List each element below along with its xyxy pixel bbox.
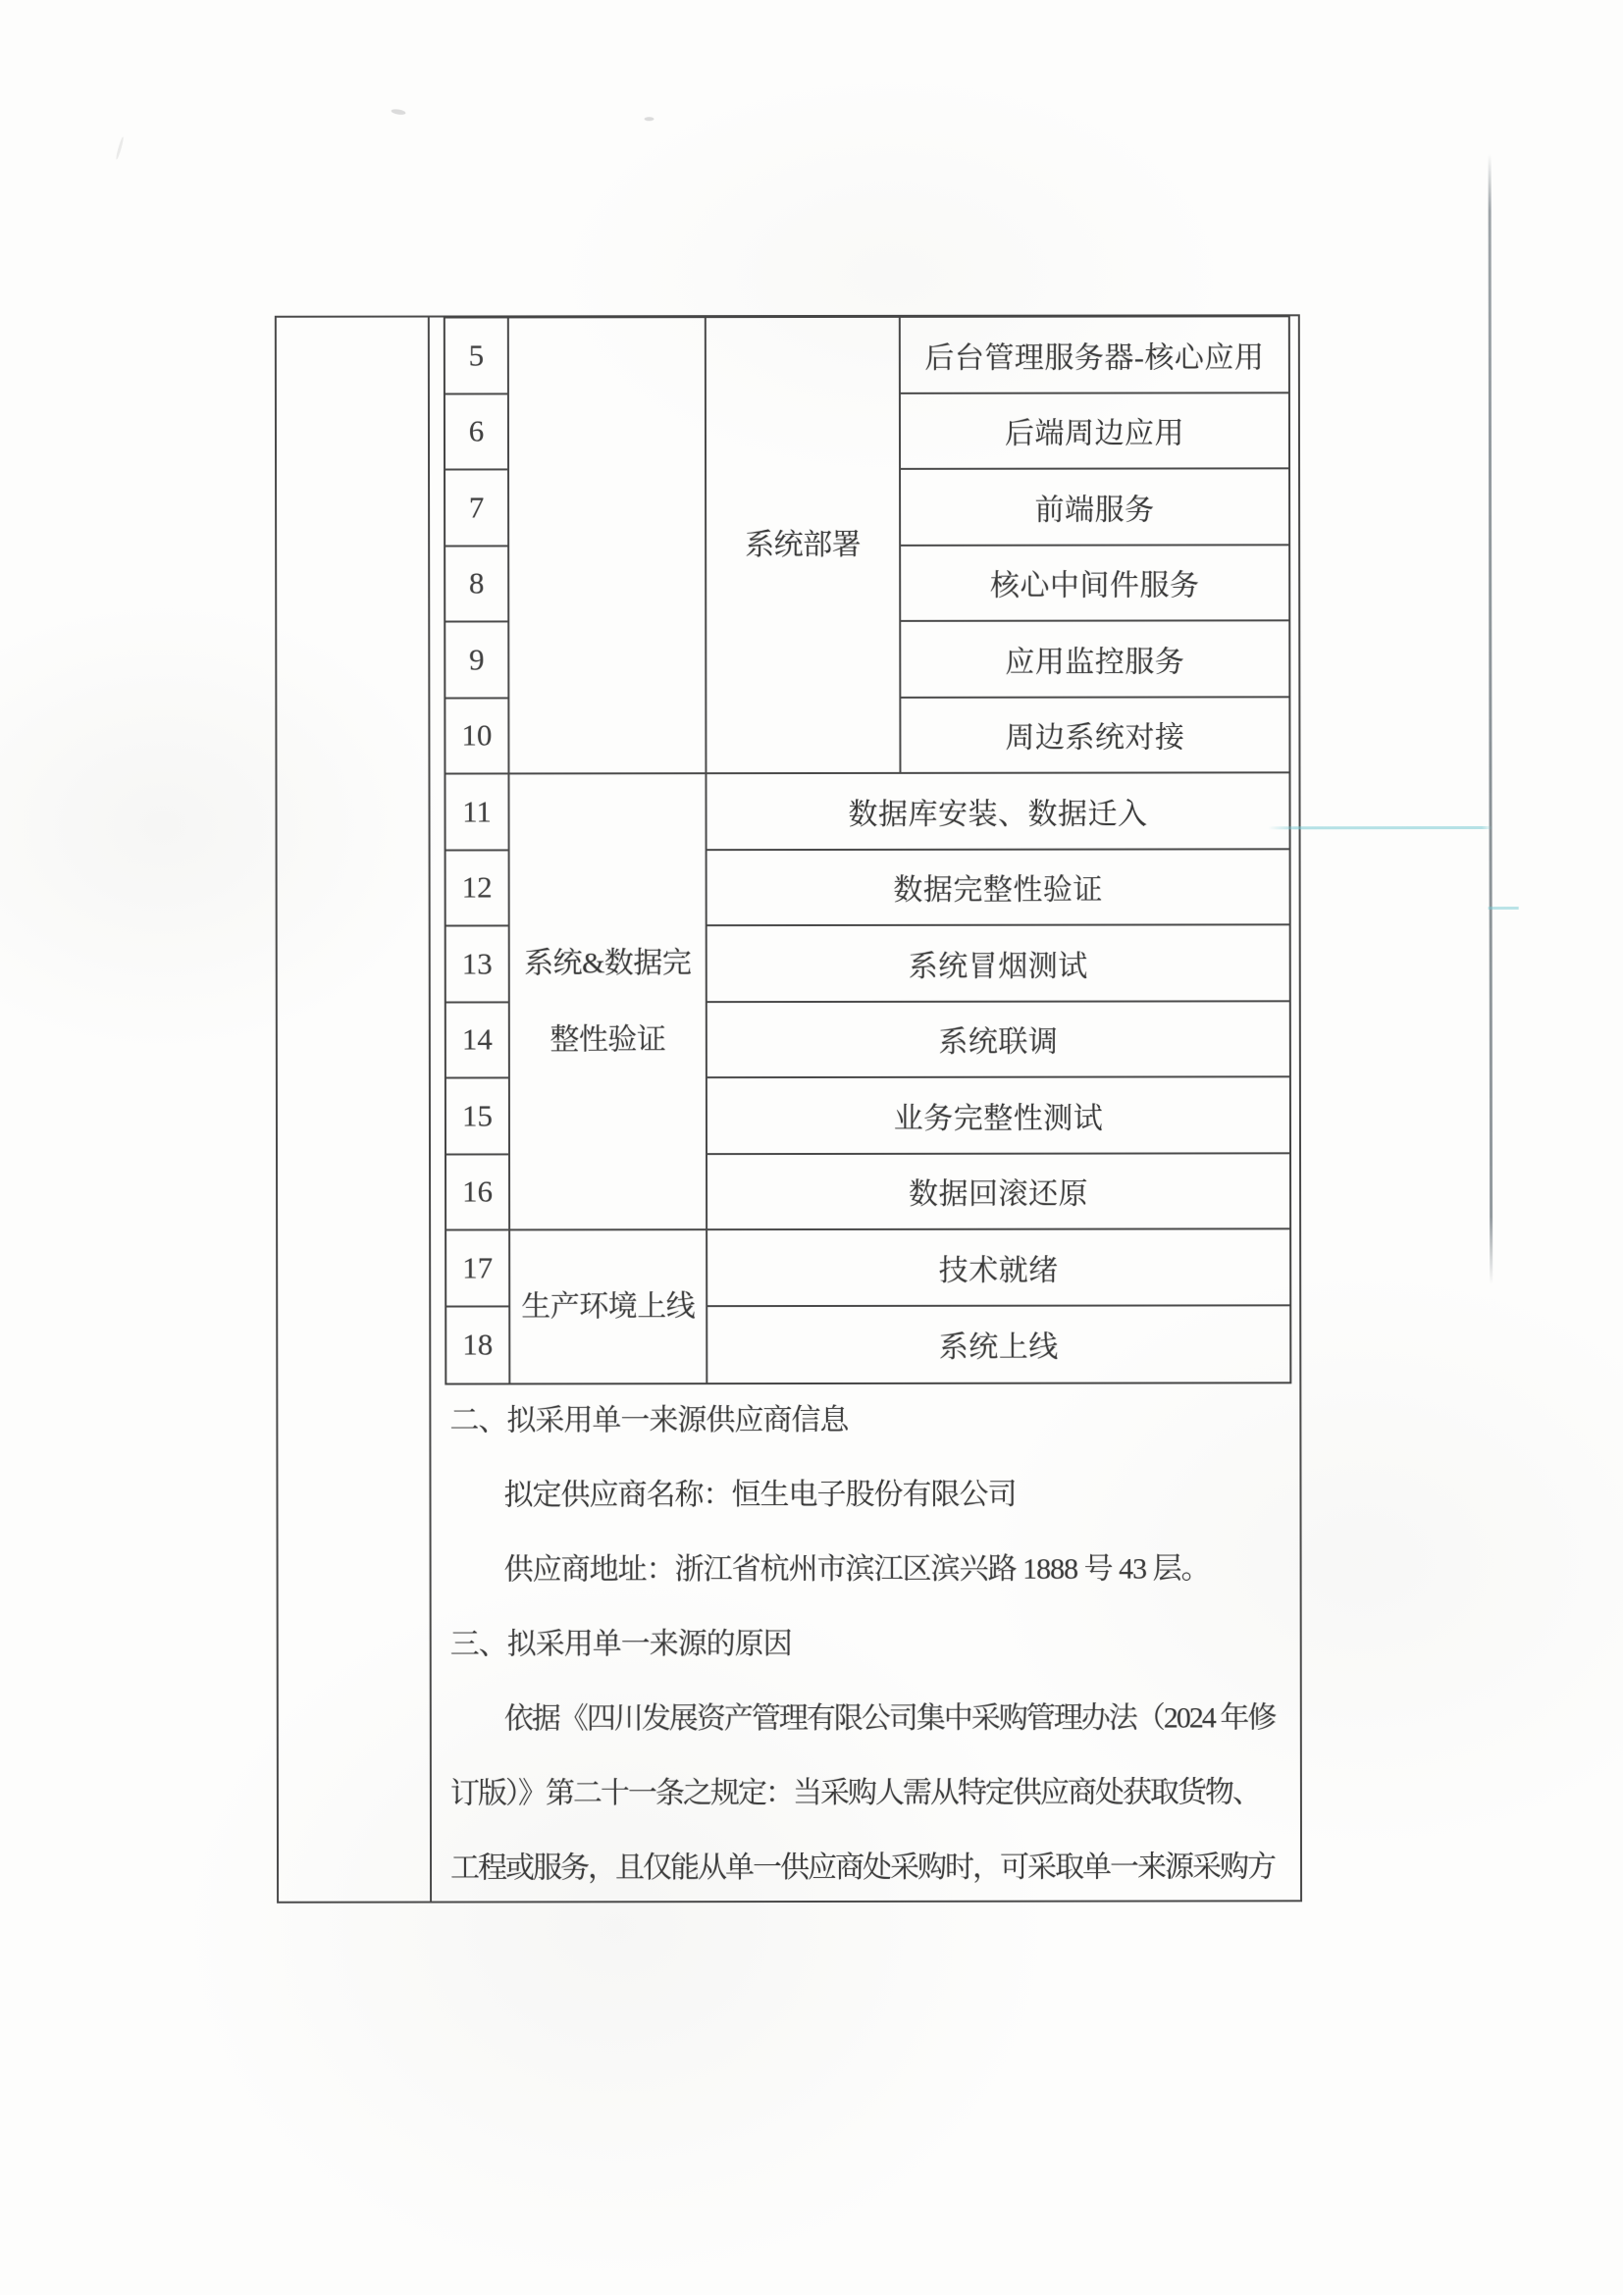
- row-number-cell: 18: [446, 1307, 510, 1383]
- phase-cell: 系统&数据完整性验证: [509, 774, 707, 1230]
- row-number-cell: 13: [446, 926, 510, 1003]
- task-cell: 系统上线: [938, 1331, 1059, 1365]
- task-cell: 后台管理服务器-核心应用: [901, 317, 1288, 393]
- phase-empty-cell: [509, 318, 707, 774]
- task-cell: 前端服务: [901, 469, 1288, 546]
- task-cell: 系统冒烟测试: [707, 925, 1289, 1002]
- task-cell: 应用监控服务: [901, 621, 1288, 698]
- task-cell: 数据完整性验证: [707, 850, 1289, 926]
- section2-heading: 二、拟采用单一来源供应商信息: [449, 1403, 849, 1437]
- task-cell: 系统联调: [707, 1002, 1289, 1078]
- row-number-cell: 11: [445, 774, 509, 851]
- supplier-name-line: 拟定供应商名称：恒生电子股份有限公司: [503, 1478, 1017, 1512]
- task-cell: 后端周边应用: [901, 393, 1288, 470]
- row-number-cell: 8: [445, 547, 509, 623]
- task-cell: 业务完整性测试: [707, 1077, 1289, 1154]
- task-cell: 数据回滚还原: [707, 1154, 1289, 1230]
- reason-line-3: 工程或服务，且仅能从单一供应商处采购时，可采取单一来源采购方: [450, 1851, 1276, 1885]
- scan-speck: [115, 136, 124, 160]
- task-cell: 技术就绪: [707, 1229, 1289, 1306]
- scan-speck: [391, 108, 406, 116]
- supplier-info-text-block: [429, 1383, 1293, 1905]
- reason-line-2: 订版）》第二十一条之规定：当采购人需从特定供应商处获取货物、: [449, 1776, 1260, 1810]
- row-number-cell: 6: [445, 394, 509, 471]
- scan-artifact-vertical-line: [1489, 154, 1493, 1284]
- task-cell: 数据库安装、数据迁入: [707, 773, 1288, 850]
- row-number-cell: 5: [445, 318, 509, 394]
- row-number-cell: 7: [445, 470, 509, 547]
- task-cell: 核心中间件服务: [901, 546, 1288, 622]
- section3-heading: 三、拟采用单一来源的原因: [449, 1628, 792, 1661]
- row-number-cell: 16: [446, 1155, 510, 1231]
- row-number-cell: 17: [446, 1230, 510, 1307]
- row-number-cell: 9: [445, 622, 509, 699]
- scan-artifact-cyan-line-1: [1269, 826, 1493, 829]
- scan-speck: [645, 117, 654, 121]
- row-number-cell: 14: [446, 1003, 510, 1079]
- row-number-cell: 12: [446, 851, 510, 927]
- row-number-cell: 15: [446, 1078, 510, 1155]
- phase-cell: 系统部署: [707, 318, 902, 774]
- task-cell: 周边系统对接: [901, 698, 1288, 774]
- scan-artifact-cyan-line-2: [1489, 907, 1519, 910]
- reason-line-1: 依据《四川发展资产管理有限公司集中采购管理办法（2024 年修: [503, 1701, 1276, 1736]
- schedule-table: [444, 314, 1292, 1384]
- phase-cell: 生产环境上线: [510, 1230, 707, 1383]
- supplier-address-line: 供应商地址：浙江省杭州市滨江区滨兴路 1888 号 43 层。: [503, 1552, 1210, 1587]
- row-number-cell: 10: [445, 699, 509, 775]
